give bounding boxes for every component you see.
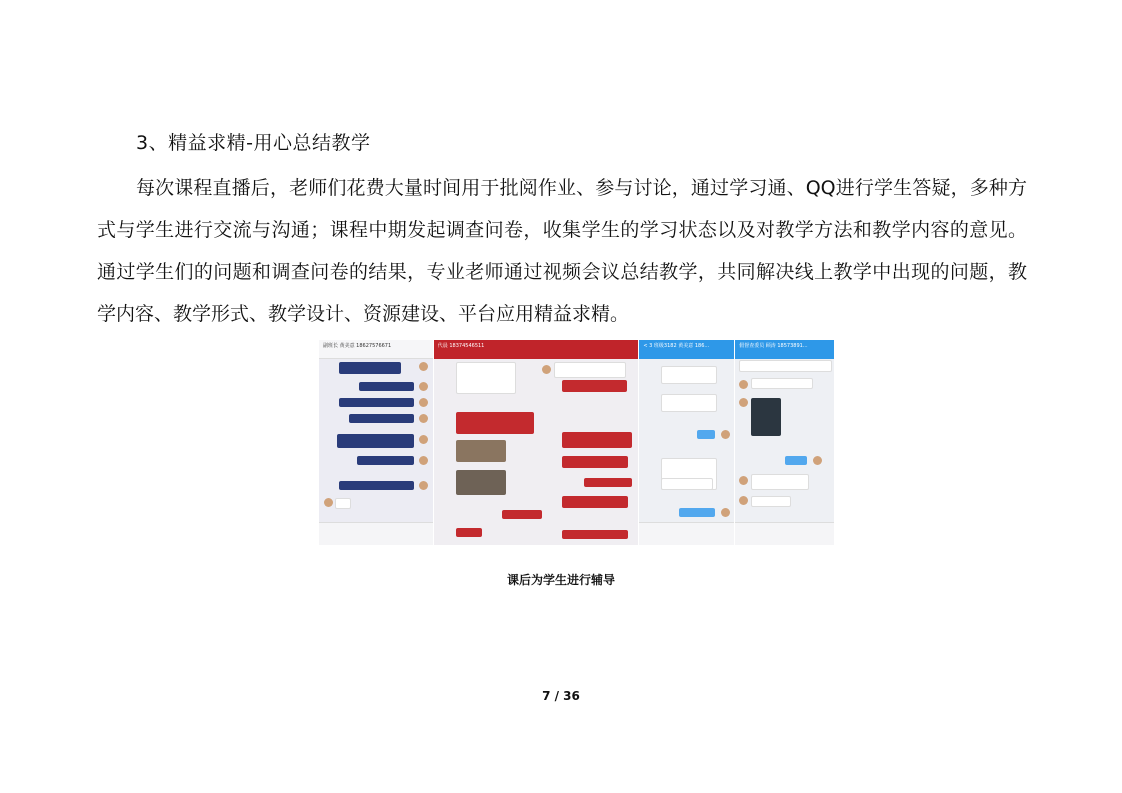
avatar — [419, 481, 428, 490]
avatar — [542, 365, 551, 374]
avatar — [721, 508, 730, 517]
message-bubble — [339, 481, 414, 490]
avatar — [419, 414, 428, 423]
message-bubble — [357, 456, 414, 465]
chat-screenshot-2 — [434, 340, 639, 545]
image-message — [751, 398, 781, 436]
avatar — [739, 398, 748, 407]
message-bubble — [751, 496, 791, 507]
avatar — [739, 476, 748, 485]
avatar — [739, 496, 748, 505]
message-bubble — [554, 362, 626, 378]
chat-input-bar — [319, 522, 433, 545]
file-message — [456, 362, 516, 394]
paragraph-text: 每次课程直播后，老师们花费大量时间用于批阅作业、参与讨论，通过学习通、QQ进行学生答疑，多种方式与学生进行交流与沟通；课程中期发起调查问卷，收集学生的学习状态以及对教学方法和教学内容的意见。通过学生们的问题和调查问卷的结果，专业老师通过视频会议总结教学，共同解决线上教学中出现的问题，教学内容、教学形式、教学设计、资源建设、平台应用精益求精。 — [97, 177, 1027, 325]
message-bubble — [337, 434, 414, 448]
avatar — [324, 498, 333, 507]
message-bubble — [739, 360, 832, 372]
message-bubble — [502, 510, 542, 519]
chat-title: 代晨 18374546511 — [434, 340, 639, 359]
chat-screenshots-figure — [319, 340, 834, 545]
page-number: 7 / 36 — [542, 689, 580, 703]
chat-screenshot-4 — [735, 340, 834, 545]
message-bubble — [562, 380, 627, 392]
avatar — [419, 398, 428, 407]
message-bubble — [751, 378, 813, 389]
chat-input-bar — [735, 522, 834, 545]
message-bubble — [456, 528, 482, 537]
avatar — [419, 435, 428, 444]
avatar — [739, 380, 748, 389]
message-bubble — [697, 430, 715, 439]
chat-screenshot-1 — [319, 340, 433, 545]
message-bubble — [562, 456, 628, 468]
chat-title: 假督查委员 顾涛 18573891... — [735, 340, 834, 359]
message-bubble — [349, 414, 414, 423]
section-heading: 3、精益求精-用心总结教学 — [136, 132, 371, 154]
message-bubble — [785, 456, 807, 465]
message-bubble — [562, 496, 628, 508]
chat-input-bar — [639, 522, 734, 545]
message-bubble — [339, 362, 401, 374]
message-bubble — [456, 412, 534, 434]
message-bubble — [562, 530, 628, 539]
message-bubble — [661, 478, 713, 490]
message-bubble — [562, 432, 632, 448]
chat-title: < 3 班级3182 黄美意 186... — [639, 340, 734, 359]
figure-caption: 课后为学生进行辅导 — [506, 573, 615, 587]
message-bubble — [661, 394, 717, 412]
message-bubble — [335, 498, 351, 509]
chat-title: 副班长 黄美意 18627576671 — [319, 340, 433, 359]
message-bubble — [584, 478, 632, 487]
body-paragraph — [97, 167, 1027, 335]
chat-screenshot-3 — [639, 340, 734, 545]
message-bubble — [751, 474, 809, 490]
avatar — [419, 362, 428, 371]
message-bubble — [359, 382, 414, 391]
avatar — [813, 456, 822, 465]
image-message — [456, 470, 506, 495]
message-bubble — [661, 366, 717, 384]
image-message — [456, 440, 506, 462]
avatar — [419, 382, 428, 391]
avatar — [419, 456, 428, 465]
message-bubble — [339, 398, 414, 407]
avatar — [721, 430, 730, 439]
message-bubble — [679, 508, 715, 517]
